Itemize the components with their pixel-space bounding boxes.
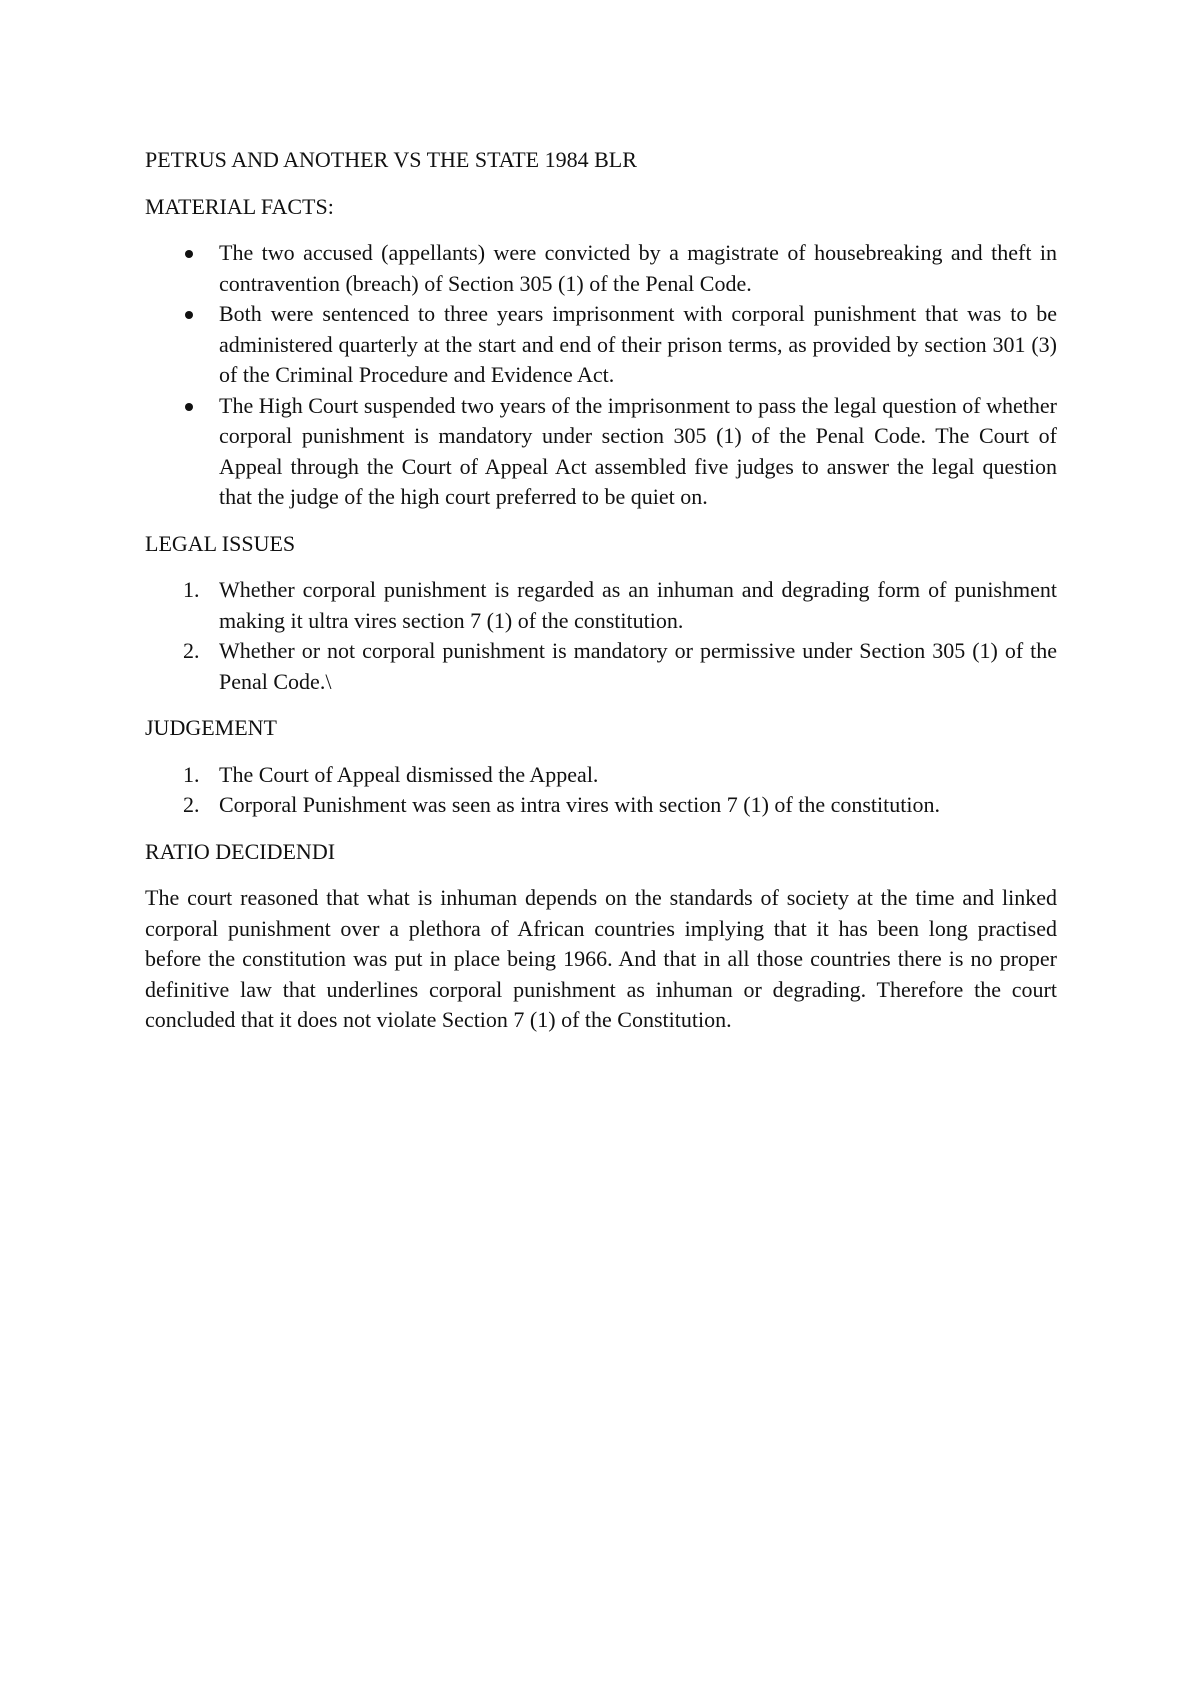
ratio-decidendi-heading: RATIO DECIDENDI [145,838,336,864]
list-item [145,575,1057,636]
list-item-number: 2. [183,638,200,663]
list-item-number: 1. [183,761,200,787]
list-item-text: Whether or not corporal punishment is mandatory or permissive under Section 305 (1) of the Penal Code.\ [219,638,1057,694]
list-item [145,299,1057,391]
bullet-icon [185,403,193,411]
list-item [145,238,1057,299]
bullet-icon [185,311,193,319]
list-item-number: 1. [183,577,200,602]
list-item-text: The two accused (appellants) were convicted by a magistrate of housebreaking and theft in contravention (breach) of Section 305 (1) of the Penal Code. [219,240,1057,296]
list-item-number: 2. [183,792,200,817]
list-item [145,790,1057,821]
material-facts-heading: MATERIAL FACTS: [145,193,334,219]
list-item-text: The Court of Appeal dismissed the Appeal. [219,761,599,787]
legal-issues-list [145,575,1057,697]
list-item-text: Whether corporal punishment is regarded as an inhuman and degrading form of punishment making it ultra vires section 7 (1) of the constitution. [219,577,1057,633]
bullet-icon [185,250,193,258]
document-title: PETRUS AND ANOTHER VS THE STATE 1984 BLR [145,147,637,172]
list-item-text: Both were sentenced to three years imprisonment with corporal punishment that was to be administered quarterly at the start and end of their prison terms, as provided by section 301 (3) of the Criminal Procedure and Evidence Act. [219,301,1057,387]
list-item-text: Corporal Punishment was seen as intra vires with section 7 (1) of the constitution. [219,792,940,817]
legal-issues-heading: LEGAL ISSUES [145,530,296,556]
list-item-text: The High Court suspended two years of the imprisonment to pass the legal question of whether corporal punishment is mandatory under section 305 (1) of the Penal Code. The Court of Appeal through the Court of Appeal Act assembled five judges to answer the legal question that the judge of the high court preferred to be quiet on. [219,392,1057,509]
judgement-heading: JUDGEMENT [145,715,277,740]
judgement-list [145,760,1057,821]
list-item [145,636,1057,697]
document-page [145,145,1057,1036]
ratio-decidendi-paragraph: The court reasoned that what is inhuman depends on the standards of society at the time and linked corporal punishment over a plethora of African countries implying that it has been long practised before the constitution was put in place being 1966. And that in all those countries there is no proper definitive law that underlines corporal punishment as inhuman or degrading. Therefore the court concluded that it does not violate Section 7 (1) of the Constitution. [145,885,1057,1032]
list-item [145,760,1057,791]
material-facts-list [145,238,1057,513]
list-item [145,391,1057,513]
